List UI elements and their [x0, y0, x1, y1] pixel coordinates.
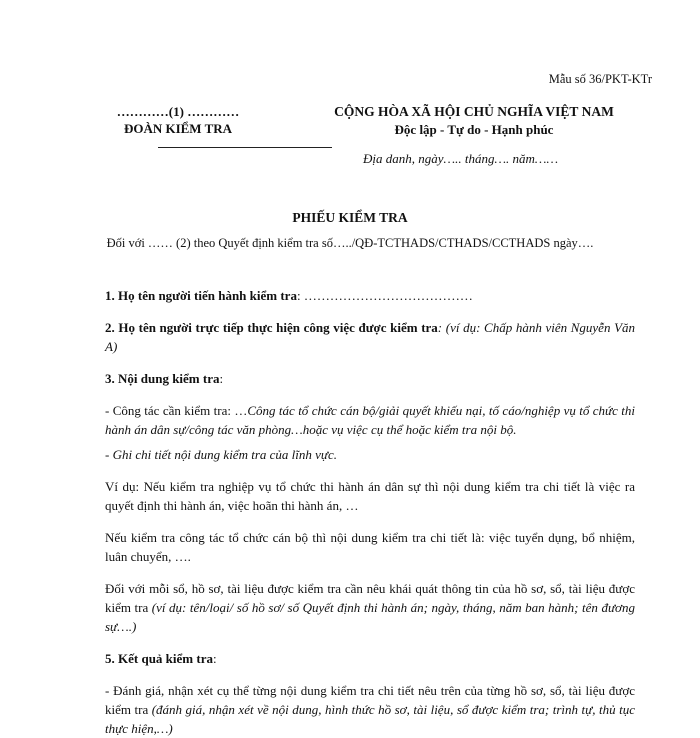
document-body [105, 286, 635, 738]
left-header [108, 103, 248, 137]
section-3-paragraph-5 [105, 579, 635, 636]
national-motto: Độc lập - Tự do - Hạnh phúc [394, 122, 554, 137]
document-subtitle: Đối với …… (2) theo Quyết định kiểm tra số…../QĐ-TCTHADS/CTHADS/CCTHADS ngày…. [106, 236, 594, 250]
national-header [318, 103, 630, 139]
section-3-paragraph-3 [105, 477, 635, 515]
section-3-paragraph-4 [105, 528, 635, 566]
section-3-p1-lead: - Công tác cần kiểm tra: … [105, 403, 248, 418]
section-3-p5-italic: (ví dụ: tên/loại/ số hồ sơ/ số Quyết định thi hành án; ngày, tháng, năm ban hành; tên đương sự….) [105, 600, 635, 634]
form-number: Mẫu số 36/PKT-KTr [548, 72, 652, 86]
section-3-p4: Nếu kiểm tra công tác tổ chức cán bộ thì nội dung kiểm tra chi tiết là: việc tuyển dụng, bổ nhiệm, luân chuyển, …. [105, 530, 635, 564]
section-3-p5-lead: Đối với mỗi sổ, hồ sơ, tài liệu được kiểm tra cần nêu khái quát thông tin của hồ sơ, sổ, tài liệu được kiểm tra [105, 581, 635, 615]
section-3-paragraph-1 [105, 401, 635, 439]
agency-placeholder: …………(1) ………… [116, 104, 240, 119]
section-2-value: : (ví dụ: Chấp hành viên Nguyễn Văn A) [105, 320, 636, 354]
national-title: CỘNG HÒA XÃ HỘI CHỦ NGHĨA VIỆT NAM [334, 104, 614, 119]
section-5 [105, 649, 635, 668]
section-1-value: : ………………………………… [296, 288, 473, 303]
inspection-team-label: ĐOÀN KIỂM TRA [123, 121, 233, 136]
section-3-label: 3. Nội dung kiểm tra [105, 371, 220, 386]
section-1 [105, 286, 635, 305]
place-date: Địa danh, ngày….. tháng…. năm…… [363, 151, 559, 166]
section-3-p1-italic: Công tác tổ chức cán bộ/giải quyết khiếu nại, tố cáo/nghiệp vụ tổ chức thi hành án dân sự/công tác văn phòng…hoặc vụ việc cụ thể hoặc kiểm tra nội bộ. [105, 403, 635, 437]
document-title: PHIẾU KIỂM TRA [292, 210, 408, 225]
section-3 [105, 369, 635, 388]
section-5-p1-lead: - Đánh giá, nhận xét cụ thể từng nội dung kiểm tra chi tiết nêu trên của từng hồ sơ, sổ, tài liệu được kiểm tra [105, 683, 635, 717]
section-3-p2: - Ghi chi tiết nội dung kiểm tra của lĩnh vực. [105, 447, 338, 462]
section-5-colon: : [212, 651, 217, 666]
section-3-colon: : [219, 371, 224, 386]
section-3-paragraph-2 [105, 445, 635, 464]
section-5-paragraph-1 [105, 681, 635, 738]
section-2-label: 2. Họ tên người trực tiếp thực hiện công việc được kiểm tra [105, 320, 438, 335]
section-3-p3: Ví dụ: Nếu kiểm tra nghiệp vụ tổ chức thi hành án dân sự thì nội dung kiểm tra chi tiết là việc ra quyết định thi hành án, việc hoãn thi hành án, … [105, 479, 635, 513]
section-5-label: 5. Kết quả kiểm tra [105, 651, 213, 666]
section-5-p1-italic: (đánh giá, nhận xét về nội dung, hình thức hồ sơ, tài liệu, sổ được kiểm tra; trình tự, thủ tục thực hiện,…) [105, 702, 635, 736]
header-underline [158, 147, 332, 148]
section-1-label: 1. Họ tên người tiến hành kiểm tra [105, 288, 297, 303]
section-2 [105, 318, 635, 356]
